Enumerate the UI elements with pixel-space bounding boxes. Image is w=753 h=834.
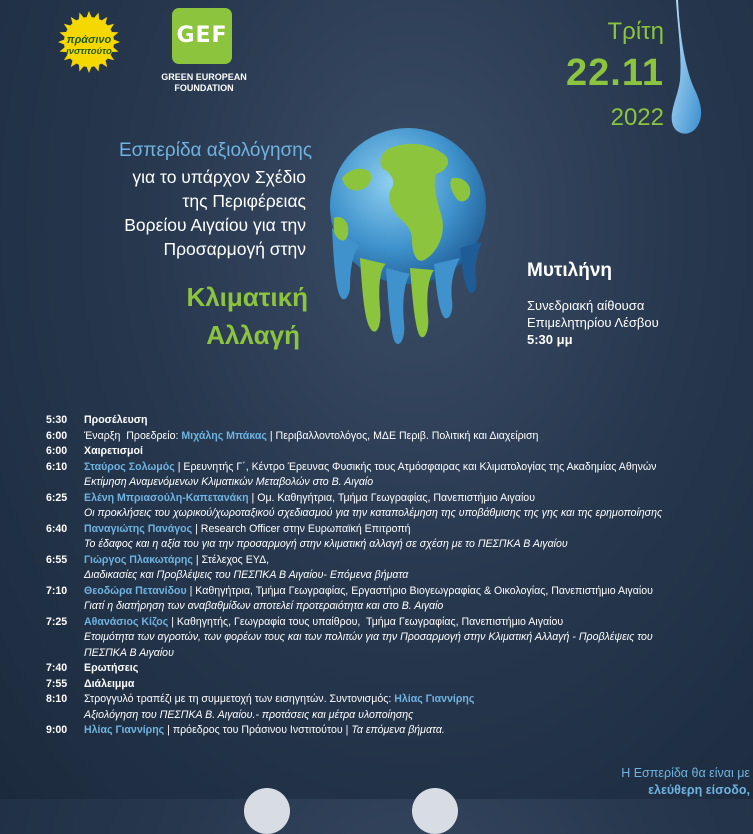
program-time: 8:10 xyxy=(46,693,68,705)
title-line-4: Βορείου Αιγαίου για την xyxy=(124,215,306,235)
title-line-2: για το υπάρχον Σχέδιο xyxy=(132,167,306,187)
talk-title: Αξιολόγηση του ΠΕΣΠΚΑ Β. Αιγαίου.- προτάσεις και μέτρα υλοποίησης xyxy=(84,708,414,721)
footer-logo-circle xyxy=(244,788,290,834)
talk-title: Διαδικασίες και Προβλέψεις του ΠΕΣΠΚΑ Β Αιγαίου- Επόμενα βήματα xyxy=(84,569,409,581)
speaker-name: Σταύρος Σολωμός xyxy=(84,460,175,473)
speaker-name: Παναγιώτης Πανάγος xyxy=(84,522,193,535)
footer-note-line1: Η Εσπερίδα θα είναι με xyxy=(621,766,750,780)
melting-globe-illustration xyxy=(320,118,500,358)
program-title: Χαιρετισμοί xyxy=(84,445,143,457)
program-schedule xyxy=(46,413,746,739)
gef-logo-mark: GEF xyxy=(176,23,228,48)
program-row xyxy=(46,522,746,538)
talk-title: Το έδαφος και η αξία του για την προσαρμογή στην κλιματική αλλαγή σε σχέση με το ΠΕΣΠΚΑ Β Αιγαίου xyxy=(84,538,568,550)
program-time: 7:40 xyxy=(46,662,68,674)
footer-note-line2: ελεύθερη είσοδο, xyxy=(648,783,750,797)
talk-title: Εκτίμηση Αναμενόμενων Κλιματικών Μεταβολών στο Β. Αιγαίο xyxy=(84,476,374,488)
title-intro: Εσπερίδα αξιολόγησης xyxy=(118,140,312,161)
speaker-name: Ηλίας Γιαννίρης xyxy=(394,693,475,705)
speaker-name: Ελένη Μπριασούλη-Καπετανάκη xyxy=(84,491,249,504)
speaker-name: Ηλίας Γιαννίρης xyxy=(84,724,165,736)
program-title: Διάλειμμα xyxy=(84,677,135,690)
program-row xyxy=(46,444,746,460)
program-row xyxy=(46,661,746,677)
speaker-name: Μιχάλης Μπάκας xyxy=(181,429,267,442)
speaker-affiliation: | Καθηγήτρια, Τμήμα Γεωγραφίας, Εργαστήριο Βιογεωγραφίας & Οικολογίας, Πανεπιστήμιο Αιγαίου xyxy=(186,584,653,597)
program-row-talk xyxy=(46,506,746,522)
event-year: 2022 xyxy=(610,104,664,131)
speaker-name: Θεοδώρα Πετανίδου xyxy=(84,584,187,597)
event-day: Τρίτη xyxy=(607,18,664,45)
title-line-3: της Περιφέρειας xyxy=(182,191,306,211)
program-row-talk xyxy=(46,475,746,491)
venue-time: 5:30 μμ xyxy=(527,332,573,347)
gef-name xyxy=(150,72,258,94)
footer-logo-circle xyxy=(412,788,458,834)
program-row-talk xyxy=(46,568,746,584)
program-time: 7:25 xyxy=(46,615,68,628)
program-row xyxy=(46,584,746,600)
program-row xyxy=(46,413,746,429)
program-time: 6:55 xyxy=(46,553,68,566)
program-row-talk xyxy=(46,537,746,553)
program-time: 9:00 xyxy=(46,724,68,736)
program-title: Προσέλευση xyxy=(84,414,148,426)
program-row-talk xyxy=(46,599,746,615)
venue-hall-line2: Επιμελητηρίου Λέσβου xyxy=(527,315,659,330)
program-row xyxy=(46,460,746,476)
prasino-institute-logo xyxy=(48,10,130,74)
talk-title: Ετοιμότητα των αγροτών, των φορέων τους και των πολιτών για την Προσαρμογή στην Κλιματική Αλλαγή - Προβλέψεις του xyxy=(84,631,653,643)
speaker-name: Γιώργος Πλακωτάρης xyxy=(84,553,193,566)
speaker-affiliation: | Research Officer στην Ευρωπαϊκή Επιτροπή xyxy=(192,522,411,535)
program-time: 6:00 xyxy=(46,429,68,442)
talk-title: Οι προκλήσεις του χωρικού/χωροταξικού σχεδιασμού για την καταπολέμηση της υποβάθμισης της γης και της ερημοποίησης xyxy=(84,507,663,519)
talk-title: Γιατί η διατήρηση των αναβαθμίδων αποτελεί προτεραιότητα και στο Β. Αιγαίο xyxy=(84,600,444,612)
program-row xyxy=(46,692,746,708)
program-row xyxy=(46,615,746,631)
venue-hall-line1: Συνεδριακή αίθουσα xyxy=(527,298,645,313)
program-row xyxy=(46,723,746,739)
program-time: 6:25 xyxy=(46,491,68,504)
event-date: 22.11 xyxy=(566,52,664,94)
speaker-affiliation: | Περιβαλλοντολόγος, ΜΔΕ Περιβ. Πολιτική και Διαχείριση xyxy=(266,429,539,442)
program-row-talk xyxy=(46,708,746,724)
program-time: 6:00 xyxy=(46,445,68,457)
title-highlight-2: Αλλαγή xyxy=(206,320,300,350)
program-row-talk xyxy=(46,646,746,662)
program-title: Ερωτήσεις xyxy=(84,662,139,674)
prasino-logo-text-2: ινστιτούτο xyxy=(66,46,112,57)
speaker-affiliation: | πρόεδρος του Πράσινου Ινστιτούτου | xyxy=(164,724,352,736)
program-row xyxy=(46,677,746,693)
program-time: 7:55 xyxy=(46,677,68,690)
program-time: 7:10 xyxy=(46,584,68,597)
program-row xyxy=(46,553,746,569)
talk-title: Τα επόμενα βήματα. xyxy=(351,724,445,736)
prasino-logo-text-1: πράσινο xyxy=(66,34,112,46)
gef-name-line2: FOUNDATION xyxy=(174,83,234,93)
program-time: 6:10 xyxy=(46,460,68,473)
title-highlight-1: Κλιματική xyxy=(186,282,308,312)
speaker-affiliation: | Καθηγητής, Γεωγραφία τους υπαίθρου, Τμήμα Γεωγραφίας, Πανεπιστήμιο Αιγαίου xyxy=(168,615,564,628)
talk-title-continued: ΠΕΣΠΚΑ Β Αιγαίου xyxy=(84,646,174,659)
speaker-name: Αθανάσιος Κίζος xyxy=(84,615,169,628)
venue-city: Μυτιλήνη xyxy=(527,260,612,281)
program-pre: Έναρξη Προεδρείο: xyxy=(84,429,182,442)
program-time: 6:40 xyxy=(46,522,68,535)
program-time: 5:30 xyxy=(46,414,68,426)
program-row xyxy=(46,429,746,445)
speaker-affiliation: | Ομ. Καθηγήτρια, Τμήμα Γεωγραφίας, Πανεπιστήμιο Αιγαίου xyxy=(248,491,535,504)
program-row-talk xyxy=(46,630,746,646)
water-drop-icon xyxy=(664,0,714,140)
speaker-affiliation: | Στέλεχος ΕΥΔ, xyxy=(192,553,270,566)
gef-name-line1: GREEN EUROPEAN xyxy=(161,72,247,82)
program-pre: Στρογγυλό τραπέζι με τη συμμετοχή των εισηγητών. Συντονισμός: xyxy=(84,693,395,705)
speaker-affiliation: | Ερευνητής Γ΄, Κέντρο Έρευνας Φυσικής τους Ατμόσφαιρας και Κλιματολογίας της Ακαδημίας Αθηνών xyxy=(174,460,657,473)
program-row xyxy=(46,491,746,507)
title-line-5: Προσαρμογή στην xyxy=(163,239,306,259)
gef-logo xyxy=(172,8,232,64)
